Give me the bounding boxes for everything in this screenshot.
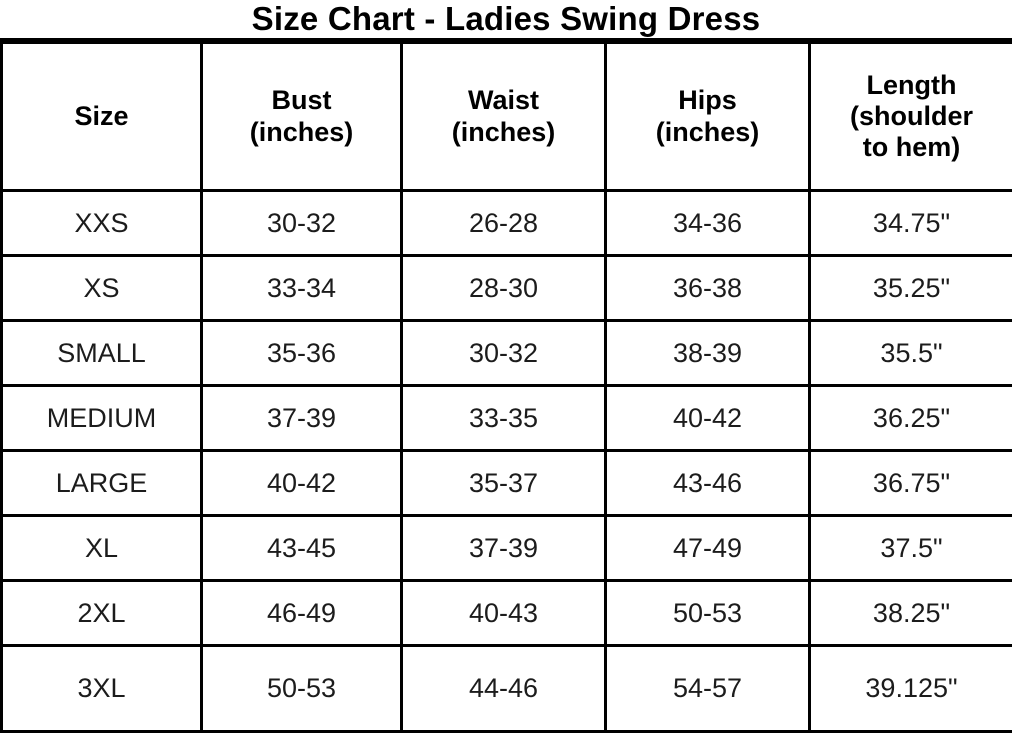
cell-hips: 50-53 xyxy=(606,581,810,646)
cell-hips: 36-38 xyxy=(606,256,810,321)
cell-size: XXS xyxy=(2,191,202,256)
cell-waist: 30-32 xyxy=(402,321,606,386)
cell-bust: 40-42 xyxy=(202,451,402,516)
table-row xyxy=(2,581,1012,646)
table-header-row xyxy=(2,43,1012,191)
cell-size: 3XL xyxy=(2,646,202,732)
column-header-bust xyxy=(202,43,402,191)
cell-size: MEDIUM xyxy=(2,386,202,451)
cell-hips: 54-57 xyxy=(606,646,810,732)
page-title: Size Chart - Ladies Swing Dress xyxy=(0,0,1012,41)
cell-waist: 44-46 xyxy=(402,646,606,732)
table-row xyxy=(2,191,1012,256)
cell-bust: 46-49 xyxy=(202,581,402,646)
cell-length: 36.75" xyxy=(810,451,1012,516)
column-header-waist-line-2: (inches) xyxy=(407,117,600,148)
cell-bust: 33-34 xyxy=(202,256,402,321)
cell-size: XS xyxy=(2,256,202,321)
cell-length: 39.125" xyxy=(810,646,1012,732)
table-row xyxy=(2,516,1012,581)
column-header-size-line-1: Size xyxy=(7,101,196,132)
cell-bust: 37-39 xyxy=(202,386,402,451)
table-row xyxy=(2,256,1012,321)
table-row xyxy=(2,321,1012,386)
cell-length: 38.25" xyxy=(810,581,1012,646)
table-header xyxy=(2,43,1012,191)
cell-bust: 30-32 xyxy=(202,191,402,256)
cell-length: 34.75" xyxy=(810,191,1012,256)
cell-hips: 47-49 xyxy=(606,516,810,581)
cell-waist: 40-43 xyxy=(402,581,606,646)
column-header-hips xyxy=(606,43,810,191)
cell-size: XL xyxy=(2,516,202,581)
cell-length: 35.25" xyxy=(810,256,1012,321)
column-header-length-line-1: Length xyxy=(815,70,1008,101)
cell-length: 37.5" xyxy=(810,516,1012,581)
cell-hips: 38-39 xyxy=(606,321,810,386)
column-header-length xyxy=(810,43,1012,191)
column-header-size xyxy=(2,43,202,191)
column-header-length-line-2: (shoulder xyxy=(815,101,1008,132)
cell-bust: 43-45 xyxy=(202,516,402,581)
cell-waist: 26-28 xyxy=(402,191,606,256)
cell-bust: 50-53 xyxy=(202,646,402,732)
cell-hips: 43-46 xyxy=(606,451,810,516)
column-header-waist-line-1: Waist xyxy=(407,85,600,116)
cell-length: 36.25" xyxy=(810,386,1012,451)
cell-waist: 37-39 xyxy=(402,516,606,581)
cell-size: 2XL xyxy=(2,581,202,646)
cell-bust: 35-36 xyxy=(202,321,402,386)
size-chart-table xyxy=(0,41,1012,733)
cell-waist: 35-37 xyxy=(402,451,606,516)
cell-hips: 34-36 xyxy=(606,191,810,256)
column-header-hips-line-2: (inches) xyxy=(611,117,804,148)
column-header-hips-line-1: Hips xyxy=(611,85,804,116)
cell-waist: 28-30 xyxy=(402,256,606,321)
column-header-bust-line-2: (inches) xyxy=(207,117,396,148)
cell-size: LARGE xyxy=(2,451,202,516)
cell-length: 35.5" xyxy=(810,321,1012,386)
column-header-waist xyxy=(402,43,606,191)
table-row xyxy=(2,451,1012,516)
column-header-bust-line-1: Bust xyxy=(207,85,396,116)
cell-waist: 33-35 xyxy=(402,386,606,451)
table-body xyxy=(2,191,1012,732)
column-header-length-line-3: to hem) xyxy=(815,132,1008,163)
table-row xyxy=(2,646,1012,732)
cell-size: SMALL xyxy=(2,321,202,386)
table-row xyxy=(2,386,1012,451)
cell-hips: 40-42 xyxy=(606,386,810,451)
